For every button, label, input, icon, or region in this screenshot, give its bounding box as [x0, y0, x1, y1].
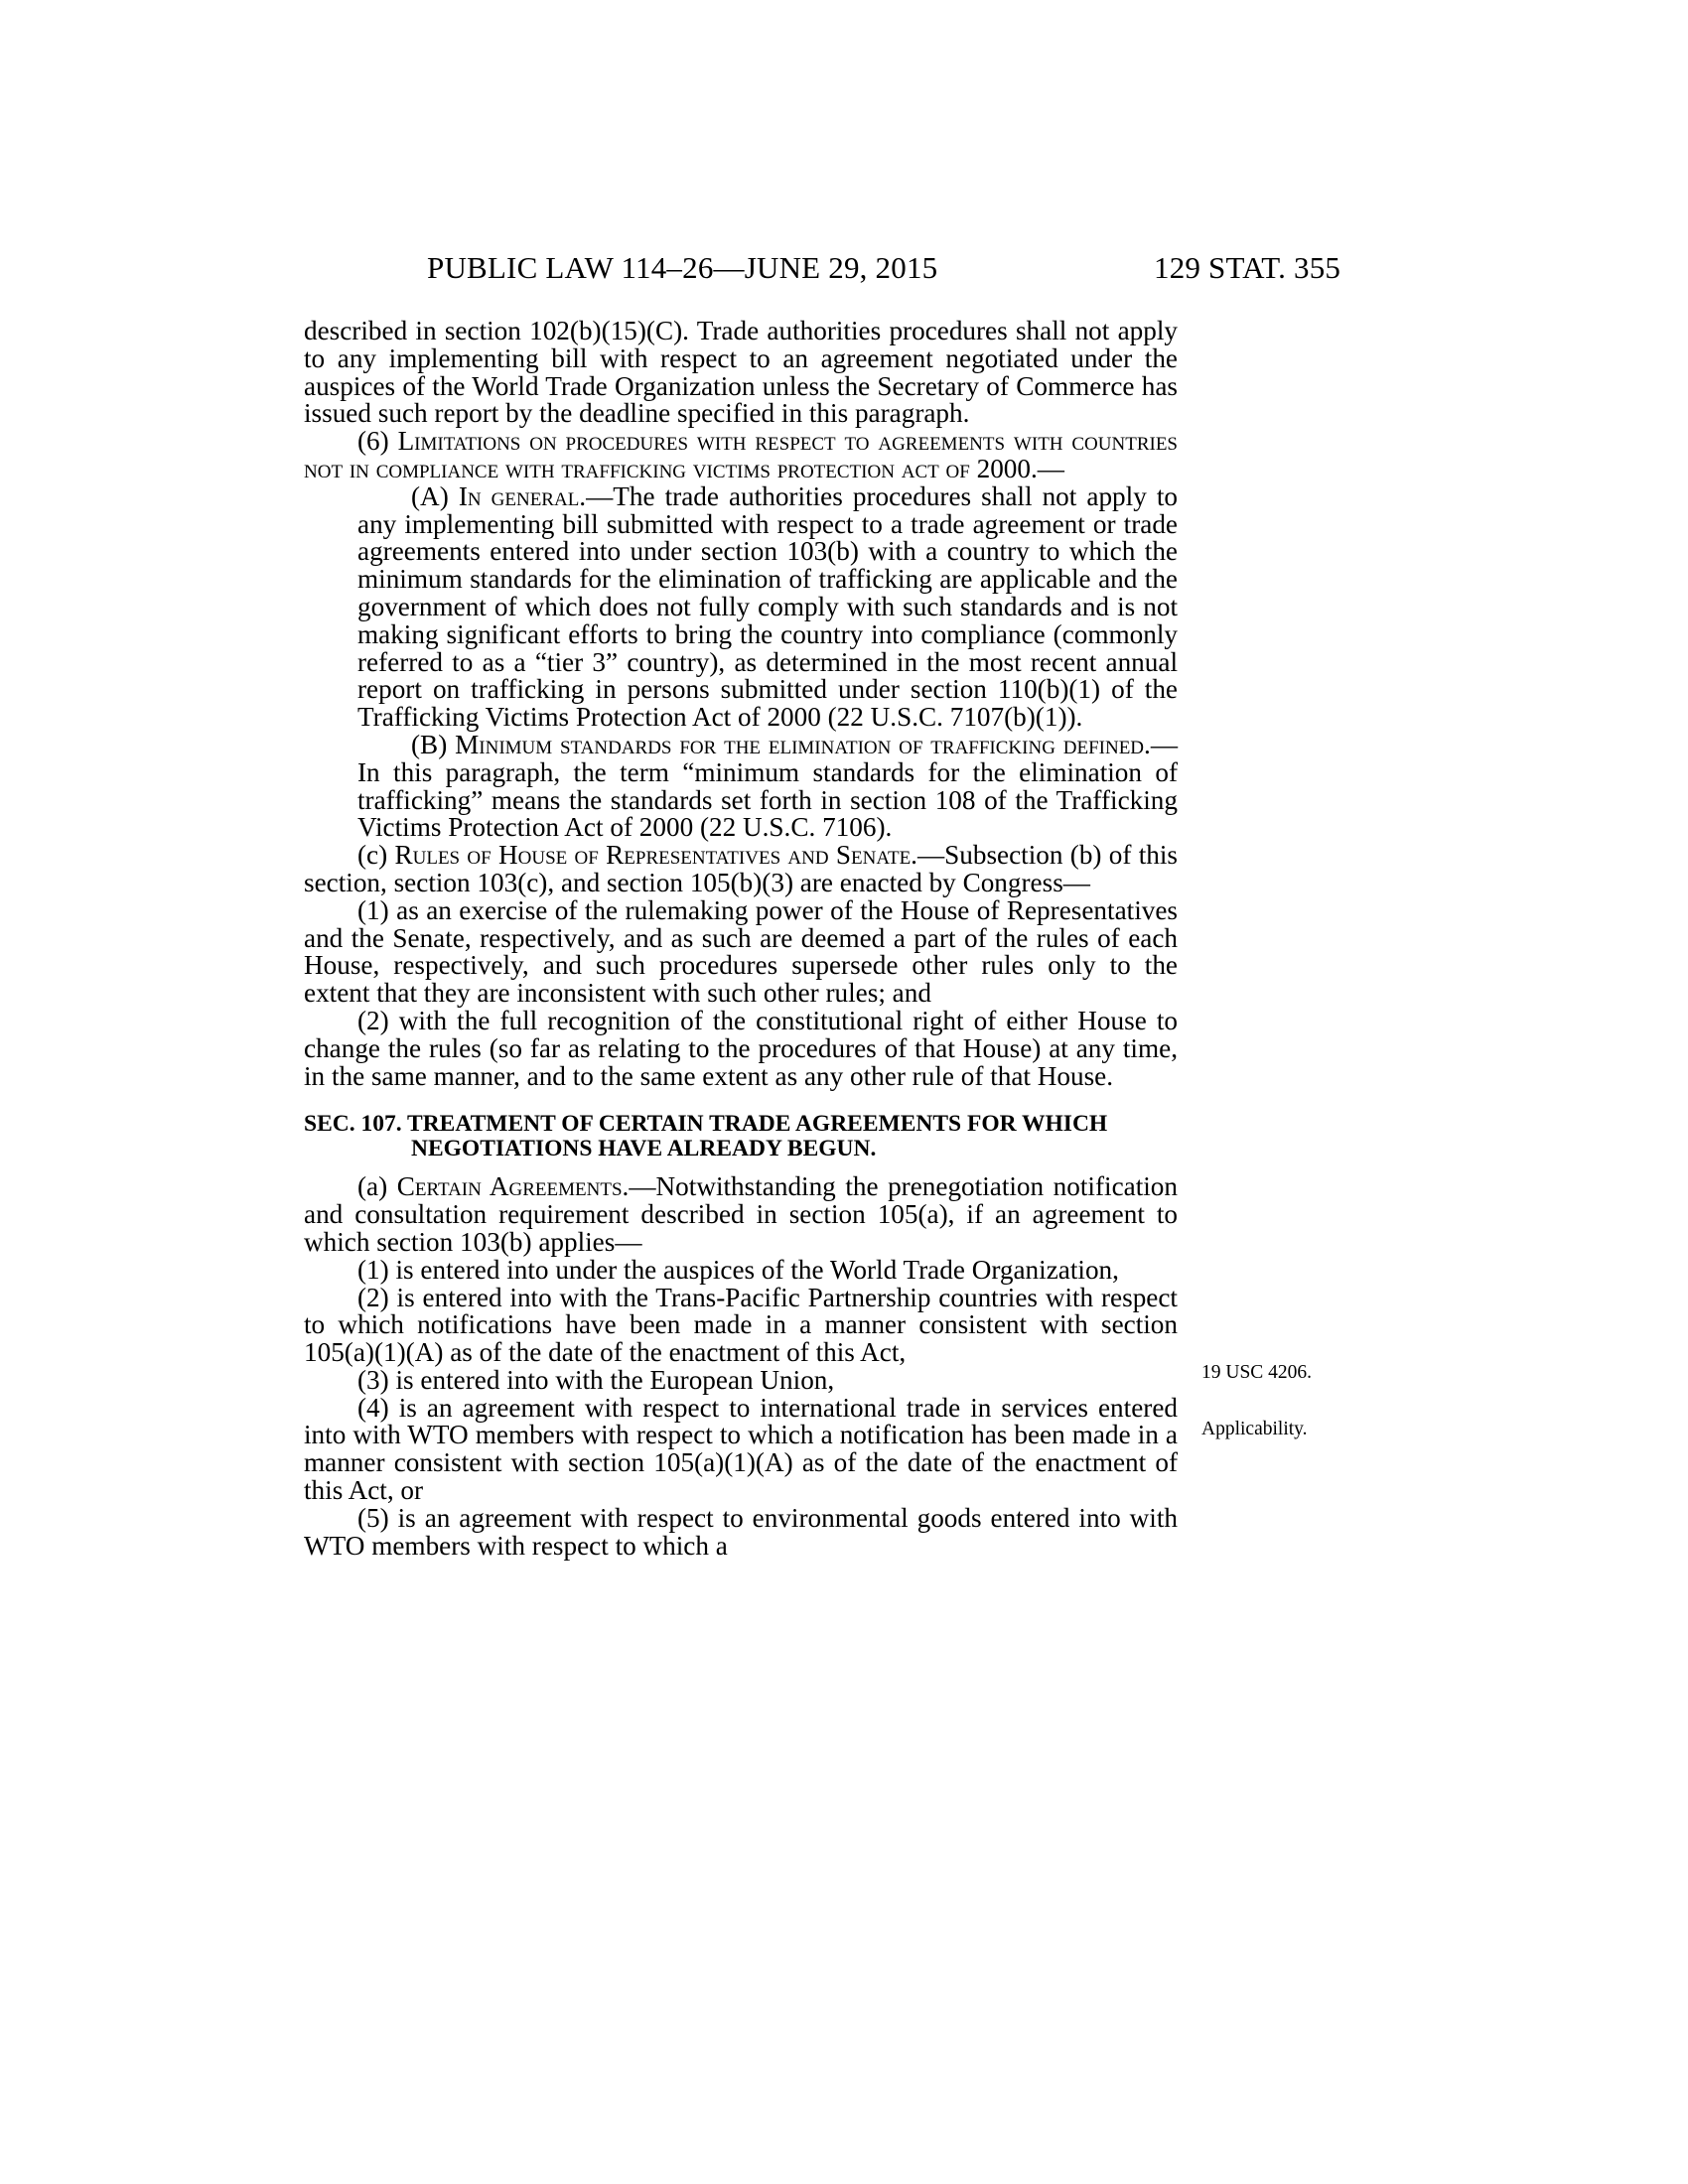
paragraph-6: (6) Limitations on procedures with respect to agreements with countries not in compliance with trafficking victims protection act of 2000.—: [304, 426, 1178, 483]
subparagraph-a-heading: In general.: [458, 480, 587, 511]
paragraph-continuation: described in section 102(b)(15)(C). Trade authorities procedures shall not apply to any implementing bill with respect to an agreement negotiated under the auspices of the World Trade Organization unless the Secretary of Commerce has issued such report by the deadline specified in this paragraph.: [304, 316, 1178, 429]
margin-note-applicability: Applicability.: [1201, 1419, 1308, 1439]
subparagraph-b: (B) Minimum standards for the elimination of trafficking defined.—In this paragraph, the term “minimum standards for the elimination of trafficking” means the standards set forth in section 108 of the Trafficking Victims Protection Act of 2000 (22 U.S.C. 7106).: [357, 729, 1179, 843]
subsection-a-item-2: (2) is entered into with the Trans-Pacific Partnership countries with respect to which notifications have been made in a manner consistent with section 105(a)(1)(A) as of the date of the enactment of this Act,: [304, 1282, 1178, 1368]
subsection-c-item-1: (1) as an exercise of the rulemaking power of the House of Representatives and the Senate, respectively, and as such are deemed a part of the rules of each House, respectively, and such procedures supersede other rules only to the extent that they are inconsistent with such other rules; and: [304, 894, 1178, 1009]
margin-note-usc: 19 USC 4206.: [1201, 1362, 1313, 1383]
subsection-c-item-2: (2) with the full recognition of the constitutional right of either House to change the rules (so far as relating to the procedures of that House) at any time, in the same manner, and to the same extent as any other rule of that House.: [304, 1005, 1178, 1091]
running-header-title: PUBLIC LAW 114–26—JUNE 29, 2015: [427, 250, 938, 285]
subsection-c: (c) Rules of House of Representatives and Senate.—Subsection (b) of this section, section 103(c), and section 105(b)(3) are enacted by Congress—: [304, 840, 1178, 897]
subsection-a-item-3: (3) is entered into with the European Union,: [357, 1364, 835, 1395]
subsection-a-item-5: (5) is an agreement with respect to environmental goods entered into with WTO members with respect to which a: [304, 1502, 1178, 1561]
section-heading: SEC. 107. TREATMENT OF CERTAIN TRADE AGREEMENTS FOR WHICH NEGOTIATIONS HAVE ALREADY BEGUN.: [304, 1111, 1108, 1162]
subparagraph-b-heading: Minimum standards for the elimination of trafficking defined.: [455, 729, 1151, 759]
subsection-a-item-1: (1) is entered into under the auspices of the World Trade Organization,: [357, 1254, 1119, 1285]
body-text: [304, 318, 1178, 1560]
subparagraph-a: (A) In general.—The trade authorities procedures shall not apply to any implementing bill submitted with respect to a trade agreement or trade agreements entered into under section 103(b) with a country to which the minimum standards for the elimination of trafficking are applicable and the government of which does not fully comply with such standards and is not making significant efforts to bring the country into compliance (commonly referred to as a “tier 3” country), as determined in the most recent annual report on trafficking in persons submitted under section 110(b)(1) of the Trafficking Victims Protection Act of 2000 (22 U.S.C. 7107(b)(1)).: [357, 480, 1178, 733]
page-reference: 129 STAT. 355: [1154, 250, 1341, 285]
paragraph-6-heading: Limitations on procedures with respect to agreements with countries not in compliance with trafficking victims protection act of 2000.—: [304, 426, 1178, 483]
subsection-c-heading: Rules of House of Representatives and Senate.: [394, 840, 917, 871]
subsection-a-item-4: (4) is an agreement with respect to international trade in services entered into with WTO members with respect to which a notification has been made in a manner consistent with section 105(a)(1)(A) as of the date of the enactment of this Act, or: [304, 1392, 1178, 1506]
subsection-a-heading: Certain Agreements.: [396, 1171, 630, 1202]
subsection-a: (a) Certain Agreements.—Notwithstanding the prenegotiation notification and consultation requirement described in section 105(a), if an agreement to which section 103(b) applies—: [304, 1171, 1178, 1257]
